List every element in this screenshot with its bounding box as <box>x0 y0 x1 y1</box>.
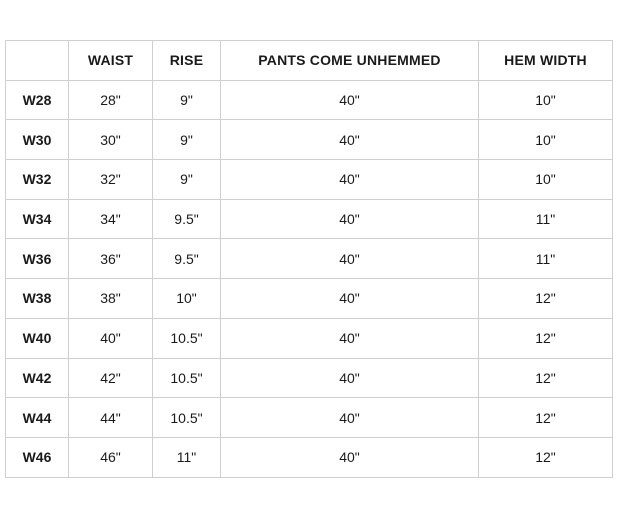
cell-rise: 10" <box>153 279 221 319</box>
cell-hem-width: 11" <box>479 199 613 239</box>
cell-hem-width: 12" <box>479 358 613 398</box>
header-cell-hem-width: HEM WIDTH <box>479 41 613 81</box>
cell-rise: 10.5" <box>153 318 221 358</box>
table-row <box>6 120 613 160</box>
cell-waist: 44" <box>69 398 153 438</box>
cell-rise: 10.5" <box>153 358 221 398</box>
header-cell-unhemmed: PANTS COME UNHEMMED <box>221 41 479 81</box>
table-row <box>6 199 613 239</box>
row-label-size: W36 <box>6 239 69 279</box>
cell-rise: 11" <box>153 437 221 477</box>
cell-unhemmed: 40" <box>221 358 479 398</box>
header-cell-rise: RISE <box>153 41 221 81</box>
row-label-size: W42 <box>6 358 69 398</box>
header-row <box>6 41 613 81</box>
cell-hem-width: 12" <box>479 437 613 477</box>
size-chart-body <box>6 80 613 477</box>
table-row <box>6 80 613 120</box>
size-chart-table <box>5 40 613 478</box>
cell-waist: 36" <box>69 239 153 279</box>
table-row <box>6 160 613 200</box>
table-row <box>6 437 613 477</box>
cell-unhemmed: 40" <box>221 437 479 477</box>
cell-waist: 34" <box>69 199 153 239</box>
cell-waist: 32" <box>69 160 153 200</box>
cell-hem-width: 12" <box>479 318 613 358</box>
cell-hem-width: 12" <box>479 279 613 319</box>
cell-waist: 40" <box>69 318 153 358</box>
cell-waist: 30" <box>69 120 153 160</box>
table-row <box>6 318 613 358</box>
cell-hem-width: 10" <box>479 160 613 200</box>
cell-rise: 9" <box>153 80 221 120</box>
cell-unhemmed: 40" <box>221 398 479 438</box>
cell-unhemmed: 40" <box>221 120 479 160</box>
cell-unhemmed: 40" <box>221 80 479 120</box>
row-label-size: W46 <box>6 437 69 477</box>
cell-rise: 9" <box>153 120 221 160</box>
header-cell-size <box>6 41 69 81</box>
table-row <box>6 279 613 319</box>
cell-waist: 38" <box>69 279 153 319</box>
row-label-size: W32 <box>6 160 69 200</box>
cell-waist: 42" <box>69 358 153 398</box>
cell-hem-width: 12" <box>479 398 613 438</box>
cell-unhemmed: 40" <box>221 279 479 319</box>
row-label-size: W34 <box>6 199 69 239</box>
size-chart-container <box>5 40 620 478</box>
row-label-size: W40 <box>6 318 69 358</box>
cell-rise: 9.5" <box>153 199 221 239</box>
cell-hem-width: 10" <box>479 120 613 160</box>
cell-waist: 46" <box>69 437 153 477</box>
row-label-size: W28 <box>6 80 69 120</box>
cell-hem-width: 11" <box>479 239 613 279</box>
cell-unhemmed: 40" <box>221 318 479 358</box>
header-cell-waist: WAIST <box>69 41 153 81</box>
cell-unhemmed: 40" <box>221 199 479 239</box>
row-label-size: W44 <box>6 398 69 438</box>
row-label-size: W38 <box>6 279 69 319</box>
cell-rise: 10.5" <box>153 398 221 438</box>
cell-waist: 28" <box>69 80 153 120</box>
row-label-size: W30 <box>6 120 69 160</box>
cell-unhemmed: 40" <box>221 239 479 279</box>
cell-hem-width: 10" <box>479 80 613 120</box>
cell-rise: 9" <box>153 160 221 200</box>
cell-rise: 9.5" <box>153 239 221 279</box>
table-row <box>6 239 613 279</box>
cell-unhemmed: 40" <box>221 160 479 200</box>
table-row <box>6 358 613 398</box>
table-row <box>6 398 613 438</box>
